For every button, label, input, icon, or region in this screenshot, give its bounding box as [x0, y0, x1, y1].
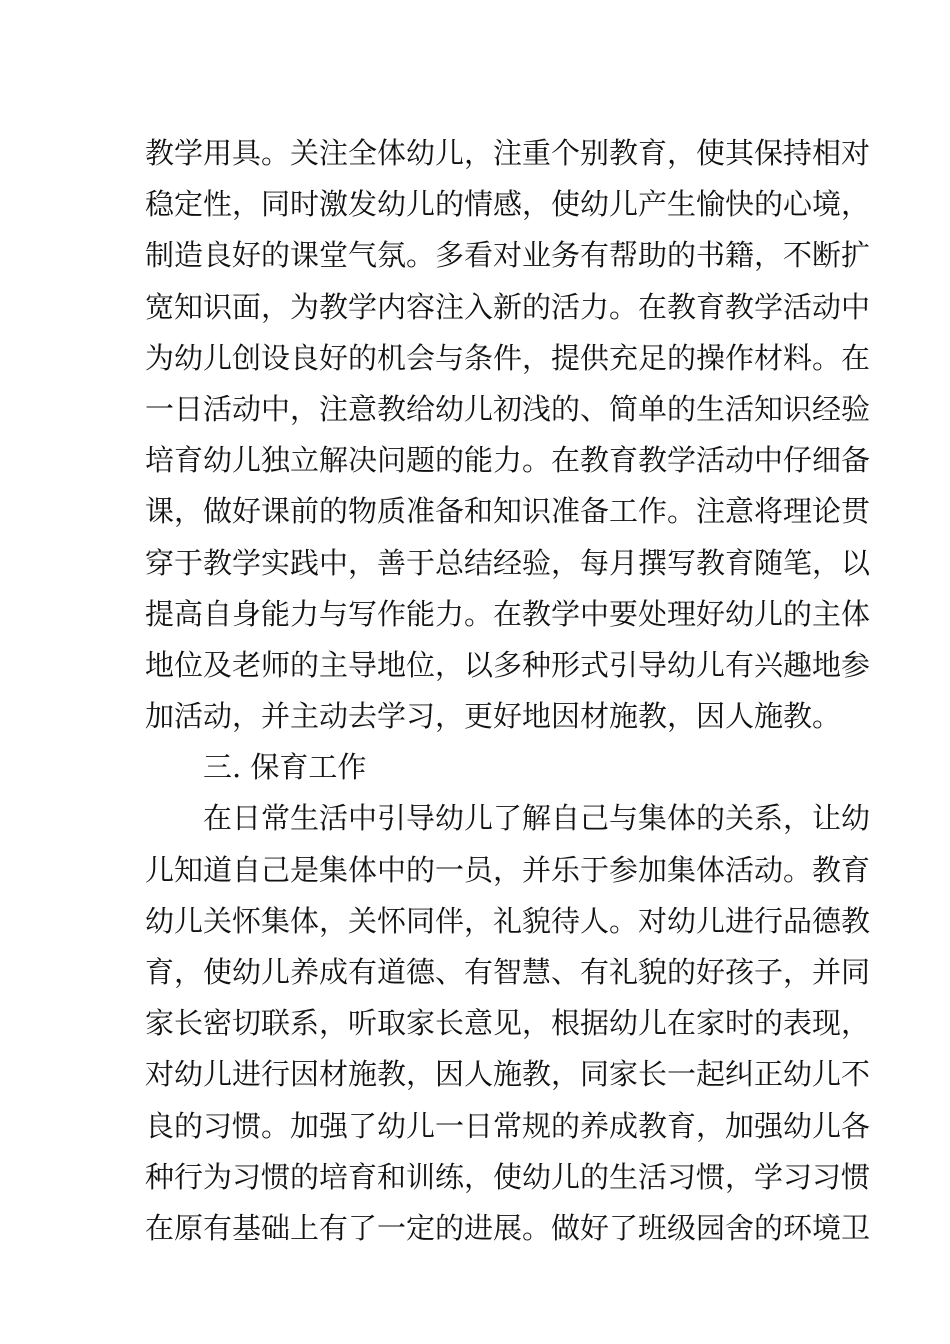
text-line: 加活动，并主动去学习，更好地因材施教，因人施教。: [145, 699, 842, 734]
text-line: 为幼儿创设良好的机会与条件，提供充足的操作材料。在: [145, 340, 871, 375]
text-line: 良的习惯。加强了幼儿一日常规的养成教育，加强幼儿各: [145, 1108, 871, 1143]
document-body: [145, 128, 871, 1254]
text-line: 在日常生活中引导幼儿了解自己与集体的关系，让幼: [203, 801, 871, 836]
text-line: 制造良好的课堂气氛。多看对业务有帮助的书籍，不断扩: [145, 238, 871, 273]
text-line: 育，使幼儿养成有道德、有智慧、有礼貌的好孩子，并同: [145, 955, 871, 989]
text-line: 儿知道自己是集体中的一员，并乐于参加集体活动。教育: [145, 852, 871, 887]
text-line: 宽知识面，为教学内容注入新的活力。在教育教学活动中: [145, 289, 871, 324]
section-heading: 三. 保育工作: [203, 750, 367, 785]
text-line: 幼儿关怀集体，关怀同伴，礼貌待人。对幼儿进行品德教: [145, 903, 871, 938]
text-line: 家长密切联系，听取家长意见，根据幼儿在家时的表现，: [145, 1006, 871, 1041]
text-line: 课，做好课前的物质准备和知识准备工作。注意将理论贯: [145, 494, 871, 529]
text-line: 提高自身能力与写作能力。在教学中要处理好幼儿的主体: [145, 596, 871, 631]
text-line: 培育幼儿独立解决问题的能力。在教育教学活动中仔细备: [145, 443, 871, 478]
text-line: 种行为习惯的培育和训练，使幼儿的生活习惯，学习习惯: [145, 1159, 871, 1194]
text-line: 在原有基础上有了一定的进展。做好了班级园舍的环境卫: [145, 1210, 871, 1245]
text-line: 穿于教学实践中，善于总结经验，每月撰写教育随笔，以: [145, 545, 871, 580]
text-line: 地位及老师的主导地位，以多种形式引导幼儿有兴趣地参: [145, 647, 871, 682]
text-line: 一日活动中，注意教给幼儿初浅的、简单的生活知识经验: [145, 391, 871, 426]
text-line: 教学用具。关注全体幼儿，注重个别教育，使其保持相对: [145, 136, 871, 170]
text-line: 对幼儿进行因材施教，因人施教，同家长一起纠正幼儿不: [145, 1057, 871, 1092]
text-line: 稳定性，同时激发幼儿的情感，使幼儿产生愉快的心境，: [145, 187, 871, 222]
